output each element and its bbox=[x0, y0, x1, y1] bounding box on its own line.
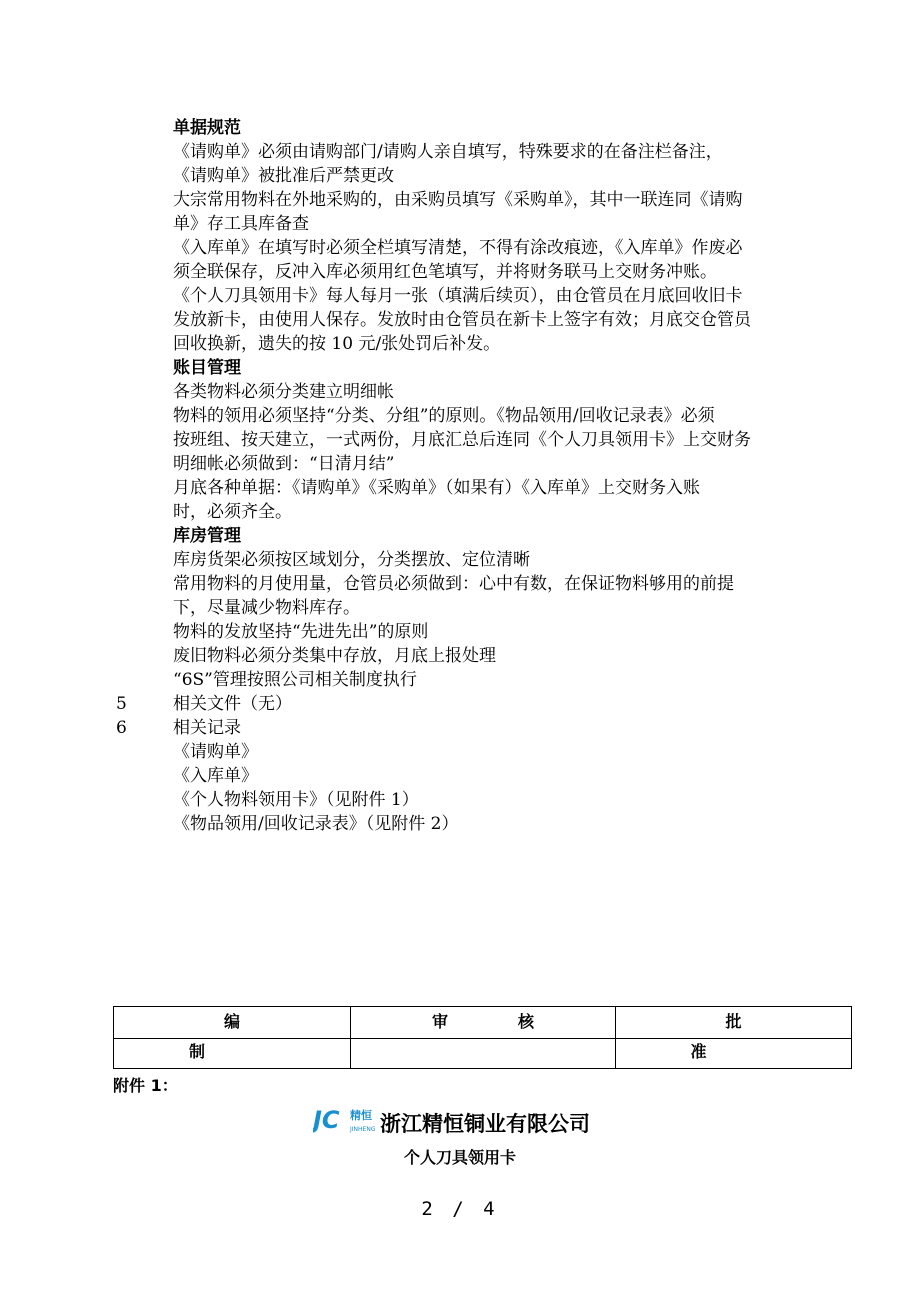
compile-signature-cell bbox=[114, 1038, 351, 1069]
svg-text:JC: JC bbox=[313, 1106, 340, 1134]
record-item: 《个人物料领用卡》（见附件 1） bbox=[173, 790, 419, 810]
related-records: 相关记录 bbox=[173, 718, 241, 738]
approve-label: 批准 bbox=[690, 1012, 812, 1061]
company-logo bbox=[313, 1104, 379, 1140]
svg-text:JINHENG: JINHENG bbox=[350, 1126, 376, 1133]
warehouse-line: 物料的发放坚持“先进先出”的原则 bbox=[173, 622, 429, 642]
related-documents: 相关文件（无） bbox=[173, 694, 292, 714]
warehouse-line: 库房货架必须按区域划分，分类摆放、定位清晰 bbox=[173, 550, 530, 570]
documents-line: 单》存工具库备查 bbox=[173, 214, 309, 234]
accounts-line: 月底各种单据：《请购单》《采购单》（如果有）《入库单》上交财务入账 bbox=[173, 478, 700, 498]
documents-line: 《请购单》被批准后严禁更改 bbox=[173, 166, 394, 186]
review-header bbox=[351, 1007, 616, 1038]
accounts-line: 物料的领用必须坚持“分类、分组”的原则。《物品领用/回收记录表》必须 bbox=[173, 406, 715, 426]
item-number: 5 bbox=[116, 694, 127, 714]
record-item: 《入库单》 bbox=[173, 766, 258, 786]
company-name: 浙江精恒铜业有限公司 bbox=[380, 1112, 590, 1136]
approve-signature-cell bbox=[616, 1038, 851, 1069]
page-number: 2 / 4 bbox=[421, 1198, 499, 1220]
record-item: 《物品领用/回收记录表》（见附件 2） bbox=[173, 814, 459, 834]
item-number: 6 bbox=[116, 718, 127, 738]
section-heading-documents: 单据规范 bbox=[173, 118, 241, 138]
card-title: 个人刀具领用卡 bbox=[403, 1148, 516, 1167]
documents-line: 《个人刀具领用卡》每人每月一张（填满后续页），由仓管员在月底回收旧卡 bbox=[173, 286, 743, 306]
jc-logo-icon bbox=[313, 1104, 379, 1140]
warehouse-line: 下，尽量减少物料库存。 bbox=[173, 598, 360, 618]
compile-label: 编制 bbox=[188, 1012, 310, 1061]
documents-line: 须全联保存，反冲入库必须用红色笔填写，并将财务联马上交财务冲账。 bbox=[173, 262, 717, 282]
documents-line: 回收换新，遗失的按 10 元/张处罚后补发。 bbox=[173, 334, 501, 354]
svg-text:精恒: 精恒 bbox=[350, 1109, 372, 1122]
accounts-line: 明细帐必须做到：“日清月结” bbox=[173, 454, 395, 474]
accounts-line: 按班组、按天建立，一式两份，月底汇总后连同《个人刀具领用卡》上交财务 bbox=[173, 430, 751, 450]
documents-line: 大宗常用物料在外地采购的，由采购员填写《采购单》，其中一联连同《请购 bbox=[173, 190, 743, 210]
warehouse-line: “6S”管理按照公司相关制度执行 bbox=[173, 670, 417, 690]
record-item: 《请购单》 bbox=[173, 742, 258, 762]
documents-line: 《入库单》在填写时必须全栏填写清楚，不得有涂改痕迹，《入库单》作废必 bbox=[173, 238, 743, 258]
approve-header bbox=[616, 1007, 851, 1061]
compile-header bbox=[114, 1007, 351, 1061]
accounts-line: 时，必须齐全。 bbox=[173, 502, 292, 522]
review-label: 审核 bbox=[431, 1012, 604, 1031]
warehouse-line: 常用物料的月使用量，仓管员必须做到：心中有数，在保证物料够用的前提 bbox=[173, 574, 734, 594]
attachment-label: 附件 1： bbox=[113, 1076, 178, 1095]
documents-line: 发放新卡，由使用人保存。发放时由仓管员在新卡上签字有效；月底交仓管员 bbox=[173, 310, 751, 330]
accounts-line: 各类物料必须分类建立明细帐 bbox=[173, 382, 394, 402]
approval-table bbox=[113, 1006, 852, 1069]
section-heading-warehouse: 库房管理 bbox=[173, 526, 241, 546]
approval-header-row bbox=[114, 1007, 851, 1061]
approval-signature-row bbox=[114, 1038, 851, 1069]
section-heading-accounts: 账目管理 bbox=[173, 358, 241, 378]
review-signature-cell bbox=[351, 1038, 616, 1069]
documents-line: 《请购单》必须由请购部门/请购人亲自填写，特殊要求的在备注栏备注， bbox=[173, 142, 723, 162]
warehouse-line: 废旧物料必须分类集中存放，月底上报处理 bbox=[173, 646, 496, 666]
